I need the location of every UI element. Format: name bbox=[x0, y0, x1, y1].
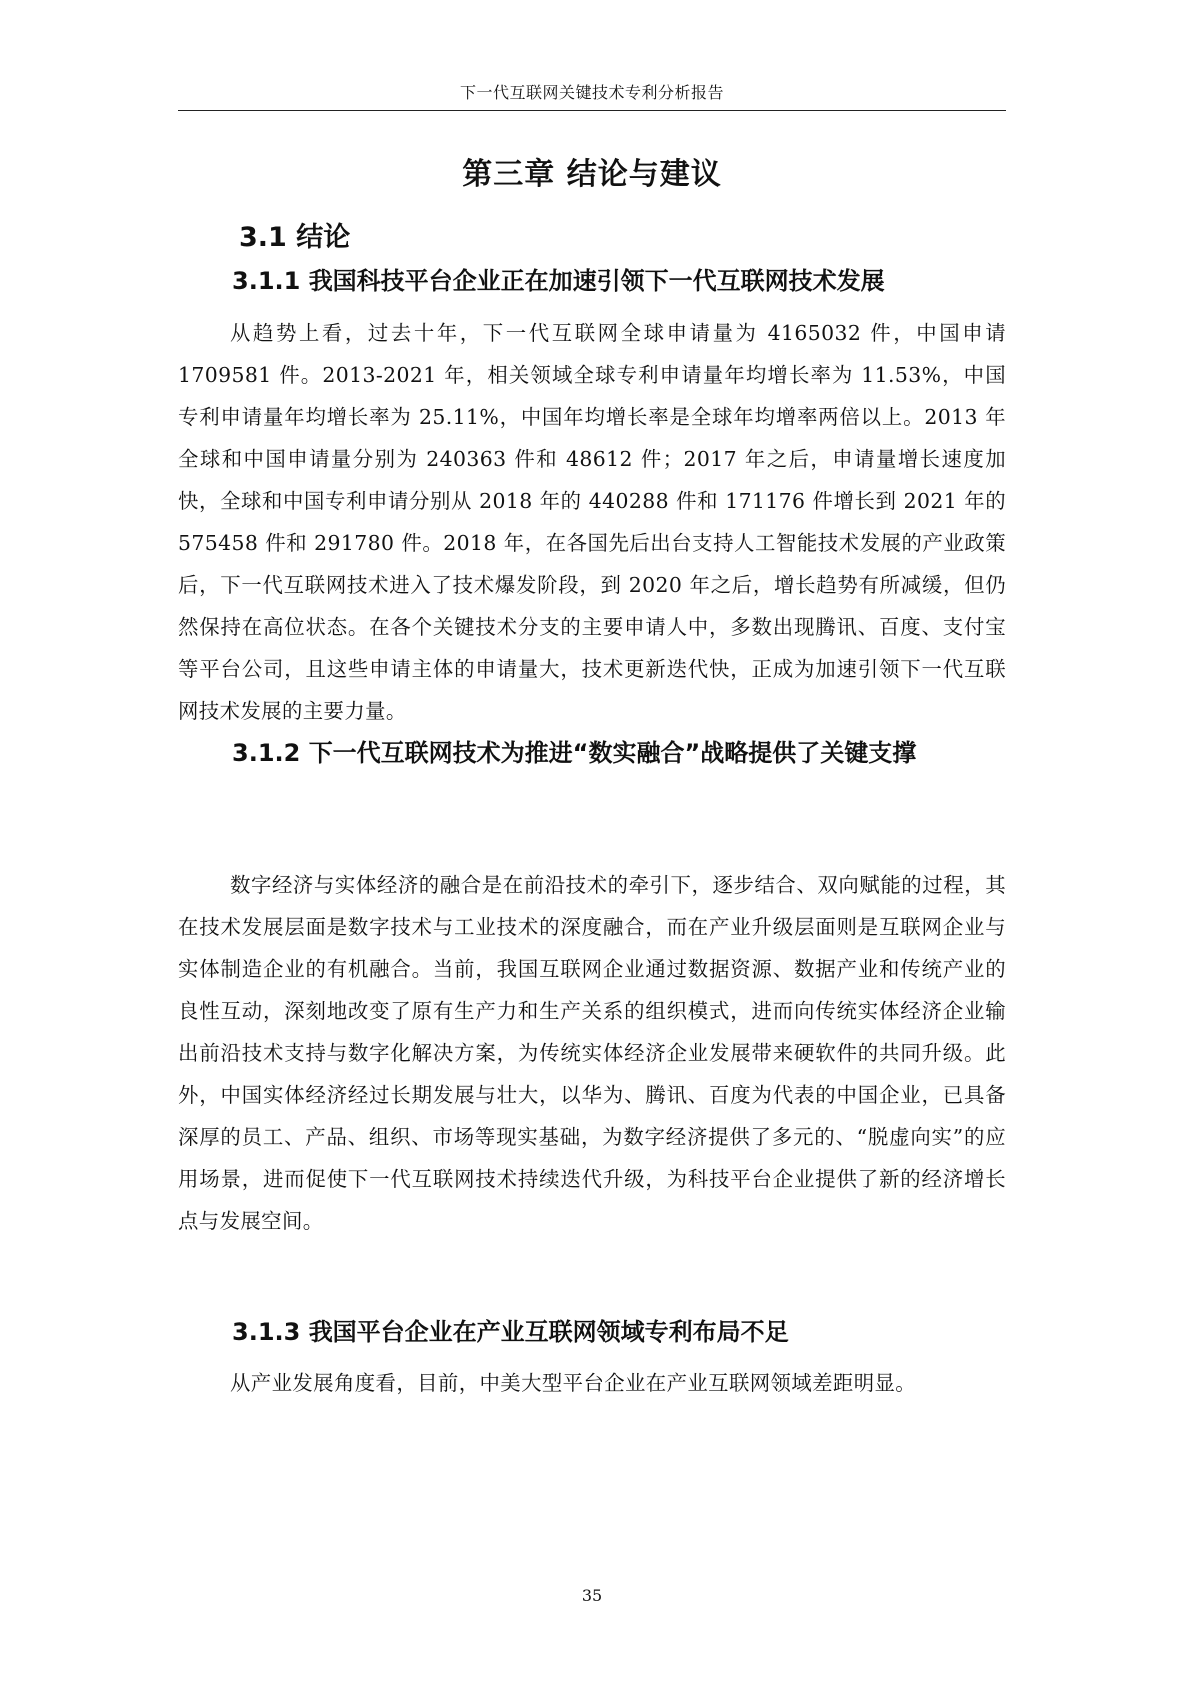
paragraph-3-1-1: 从趋势上看，过去十年，下一代互联网全球申请量为 4165032 件，中国申请 1709581 件。2013-2021 年，相关领域全球专利申请量年均增长率为 11.53%，中国专利申请量年均增长率为 25.11%，中国年均增长率是全球年均增率两倍以上。2013 年全球和中国申请量分别为 240363 件和 48612 件；2017 年之后，申请量增长速度加快，全球和中国专利申请分别从 2018 年的 440288 件和 171176 件增长到 2021 年的 575458 件和 291780 件。2018 年，在各国先后出台支持人工智能技术发展的产业政策后，下一代互联网技术进入了技术爆发阶段，到 2020 年之后，增长趋势有所减缓，但仍然保持在高位状态。在各个关键技术分支的主要申请人中，多数出现腾讯、百度、支付宝等平台公司，且这些申请主体的申请量大，技术更新迭代快，正成为加速引领下一代互联网技术发展的主要力量。 bbox=[178, 321, 1006, 723]
subsection-title-3-1-2: 3.1.2 下一代互联网技术为推进“数实融合”战略提供了关键支撑 bbox=[232, 739, 917, 767]
paragraph-3-1-2: 数字经济与实体经济的融合是在前沿技术的牵引下，逐步结合、双向赋能的过程，其在技术发展层面是数字技术与工业技术的深度融合，而在产业升级层面则是互联网企业与实体制造企业的有机融合。当前，我国互联网企业通过数据资源、数据产业和传统产业的良性互动，深刻地改变了原有生产力和生产关系的组织模式，进而向传统实体经济企业输出前沿技术支持与数字化解决方案，为传统实体经济企业发展带来硬软件的共同升级。此外，中国实体经济经过长期发展与壮大，以华为、腾讯、百度为代表的中国企业，已具备深厚的员工、产品、组织、市场等现实基础，为数字经济提供了多元的、“脱虚向实”的应用场景，进而促使下一代互联网技术持续迭代升级，为科技平台企业提供了新的经济增长点与发展空间。 bbox=[178, 873, 1006, 1233]
subsection-title-3-1-1: 3.1.1 我国科技平台企业正在加速引领下一代互联网技术发展 bbox=[232, 267, 885, 295]
section-title: 3.1 结论 bbox=[239, 222, 351, 253]
subsection-title-3-1-3: 3.1.3 我国平台企业在产业互联网领域专利布局不足 bbox=[232, 1318, 789, 1346]
chapter-title: 第三章 结论与建议 bbox=[462, 157, 722, 192]
header-divider bbox=[178, 110, 1006, 111]
running-header: 下一代互联网关键技术专利分析报告 bbox=[459, 83, 724, 102]
page-number: 35 bbox=[581, 1586, 603, 1605]
paragraph-3-1-3: 从产业发展角度看，目前，中美大型平台企业在产业互联网领域差距明显。 bbox=[230, 1371, 917, 1395]
